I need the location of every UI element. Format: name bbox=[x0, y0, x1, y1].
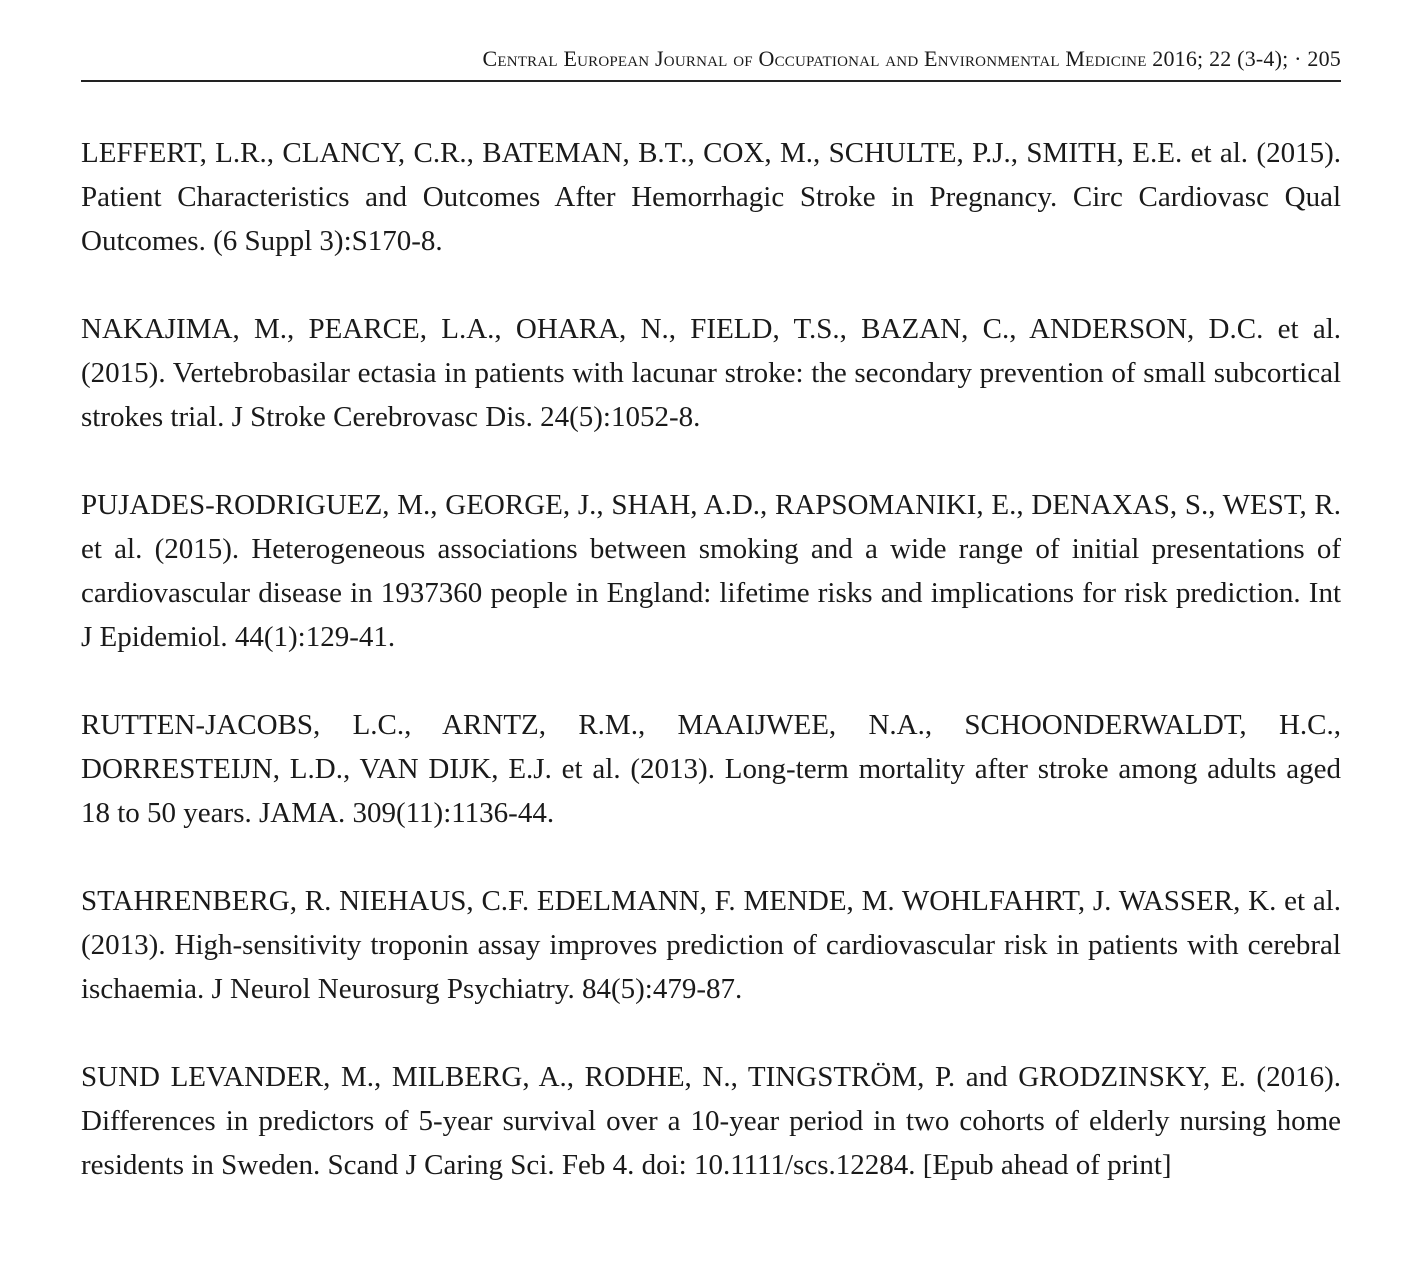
journal-running-title: Central European Journal of Occupational and Environmental Medicine 2016; 22 (3-4); · 205 bbox=[482, 46, 1341, 71]
reference-entry: PUJADES-RODRIGUEZ, M., GEORGE, J., SHAH, A.D., RAPSOMANIKI, E., DENAXAS, S., WEST, R. et al. (2015). Heterogeneous associations between smoking and a wide range of initial presentations of cardiovascular disease in 1937360 people in England: lifetime risks and implications for risk prediction. Int J Epidemiol. 44(1):129-41. bbox=[81, 489, 1341, 653]
reference-entry: NAKAJIMA, M., PEARCE, L.A., OHARA, N., FIELD, T.S., BAZAN, C., ANDERSON, D.C. et al. (2015). Vertebrobasilar ectasia in patients with lacunar stroke: the secondary prevention of small subcortical strokes trial. J Stroke Cerebrovasc Dis. 24(5):1052-8. bbox=[81, 313, 1341, 433]
running-header bbox=[81, 44, 1341, 82]
reference-entry: SUND LEVANDER, M., MILBERG, A., RODHE, N., TINGSTRÖM, P. and GRODZINSKY, E. (2016). Differences in predictors of 5-year survival over a 10-year period in two cohorts of elderly nursing home residents in Sweden. Scand J Caring Sci. Feb 4. doi: 10.1111/scs.12284. [Epub ahead of print] bbox=[81, 1061, 1341, 1181]
reference-list bbox=[81, 131, 1341, 1231]
reference-entry: STAHRENBERG, R. NIEHAUS, C.F. EDELMANN, F. MENDE, M. WOHLFAHRT, J. WASSER, K. et al. (2013). High-sensitivity troponin assay improves prediction of cardiovascular risk in patients with cerebral ischaemia. J Neurol Neurosurg Psychiatry. 84(5):479-87. bbox=[81, 885, 1341, 1005]
reference-entry: RUTTEN-JACOBS, L.C., ARNTZ, R.M., MAAIJWEE, N.A., SCHOONDERWALDT, H.C., DORRESTEIJN, L.D., VAN DIJK, E.J. et al. (2013). Long-term mortality after stroke among adults aged 18 to 50 years. JAMA. 309(11):1136-44. bbox=[81, 709, 1341, 829]
reference-entry: LEFFERT, L.R., CLANCY, C.R., BATEMAN, B.T., COX, M., SCHULTE, P.J., SMITH, E.E. et al. (2015). Patient Characteristics and Outcomes After Hemorrhagic Stroke in Pregnancy. Circ Cardiovasc Qual Outcomes. (6 Suppl 3):S170-8. bbox=[81, 137, 1341, 257]
